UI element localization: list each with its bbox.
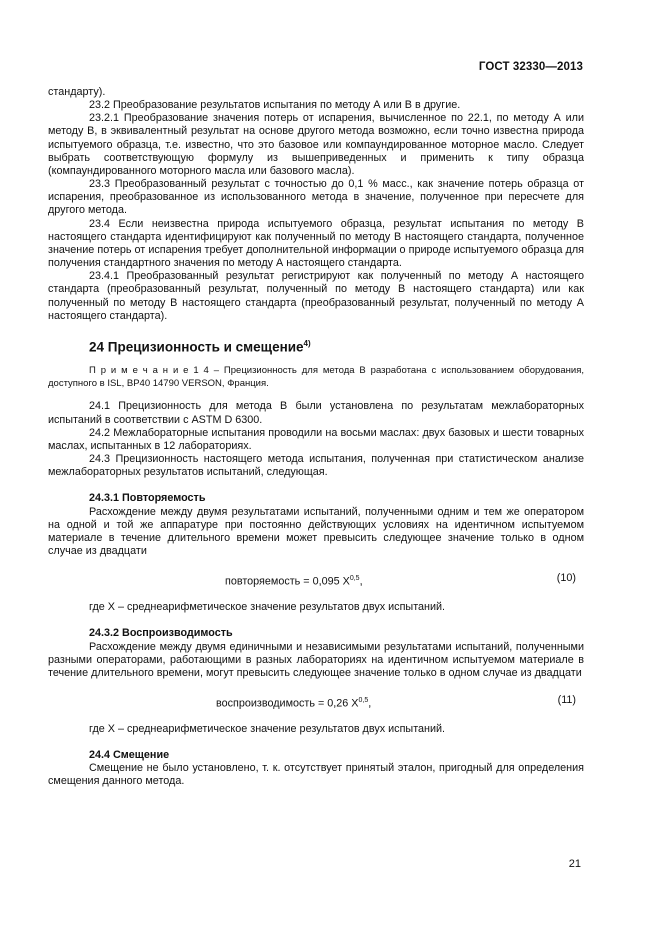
paragraph-23-2: 23.2 Преобразование результатов испытания по методу А или В в другие.: [89, 99, 461, 112]
paragraph-23-4: 23.4 Если неизвестна природа испытуемого образца, результат испытания по методу В настоящего стандарта идентифицируют как полученный по методу В настоящего стандарта, полученное значение потерь от испарения требует дополнительной информации о природе испытуемого образца для получения стандартного значения по методу А настоящего стандарта.: [48, 217, 584, 270]
section-24-heading: [89, 337, 584, 354]
note-14: [48, 365, 584, 390]
reproducibility-where: где X – среднеарифметическое значение результатов двух испытаний.: [89, 722, 446, 735]
section-24-title: 24 Прецизионность и смещение: [89, 339, 304, 355]
paragraph-24-3: 24.3 Прецизионность настоящего метода испытания, полученная при статистическом анализе межлабораторных результатов испытаний, следующая.: [48, 453, 584, 479]
page-content: [48, 86, 584, 789]
note-text: – Прецизионность для метода В разработана с использованием оборудования, доступного в ISL, BP40 14790 VERSON, Франция.: [48, 365, 584, 389]
formula-11-number: (11): [557, 693, 576, 706]
paragraph-24-2: 24.2 Межлабораторные испытания проводили на восьми маслах: двух базовых и шести товарных маслах, испытанных в 12 лабораториях.: [48, 426, 584, 452]
paragraph-continuation: стандарту).: [48, 86, 106, 98]
paragraph-24-1: 24.1 Прецизионность для метода В были установлена по результатам межлабораторных испытаний в соответствии с ASTM D 6300.: [48, 400, 584, 426]
note-label: П р и м е ч а н и е 1 4: [89, 365, 209, 377]
bias-heading: 24.4 Смещение: [89, 749, 170, 762]
paragraph-23-2-1: 23.2.1 Преобразование значения потерь от испарения, вычисленное по 22.1, по методу А или методу В, в эквивалентный результат на основе другого метода возможно, если точно известна природа испытуемого образца, т.е. известно, что это базовое или компаундированное моторное масло. Следует выбрать соответствующую формулу из вышеприведенных и применить к типу образца (компаундированного моторного масла или базового масла).: [48, 112, 584, 177]
page-number: 21: [568, 858, 581, 870]
reproducibility-heading: 24.3.2 Воспроизводимость: [89, 627, 233, 640]
repeatability-text: Расхождение между двумя результатами испытаний, полученными одним и тем же оператором на одной и той же аппаратуре при постоянно действующих условиях на идентичном испытуемом материале в течение длительного времени может превысить следующее значение только в одном случае из двадцати: [48, 505, 584, 558]
footnote-mark: 4): [303, 338, 311, 348]
repeatability-where: где X – среднеарифметическое значение результатов двух испытаний.: [89, 601, 446, 614]
formula-11: [48, 694, 584, 708]
bias-text: Смещение не было установлено, т. к. отсутствует принятый эталон, пригодный для определения смещения данного метода.: [48, 762, 584, 788]
paragraph-23-4-1: 23.4.1 Преобразованный результат регистрируют как полученный по методу А настоящего стандарта (преобразованный результат, полученный по методу В настоящего стандарта) или как полученный по методу В настоящего стандарта (преобразованный результат, полученный по методу А настоящего стандарта).: [48, 270, 584, 322]
formula-11-expression: воспроизводимость = 0,26 X$^{0,5}$,: [216, 696, 372, 710]
reproducibility-text: Расхождение между двумя единичными и независимыми результатами испытаний, полученными разными операторами, работающими в разных лабораториях на идентичном испытуемом материале в течение длительного времени, могут превысить следующее значение только в одном случае из двадцати: [48, 640, 584, 679]
repeatability-heading: 24.3.1 Повторяемость: [89, 492, 206, 505]
paragraph-23-3: 23.3 Преобразованный результат с точностью до 0,1 % масс., как значение потерь образца от испарения, преобразованное из использованного метода в значение, полученное при пересчете для другого метода.: [48, 178, 584, 217]
formula-10-number: (10): [556, 572, 576, 585]
formula-10-expression: повторяемость = 0,095 X$^{0,5}$,: [225, 575, 363, 588]
formula-10: [48, 572, 584, 586]
standard-number: ГОСТ 32330—2013: [478, 61, 583, 73]
